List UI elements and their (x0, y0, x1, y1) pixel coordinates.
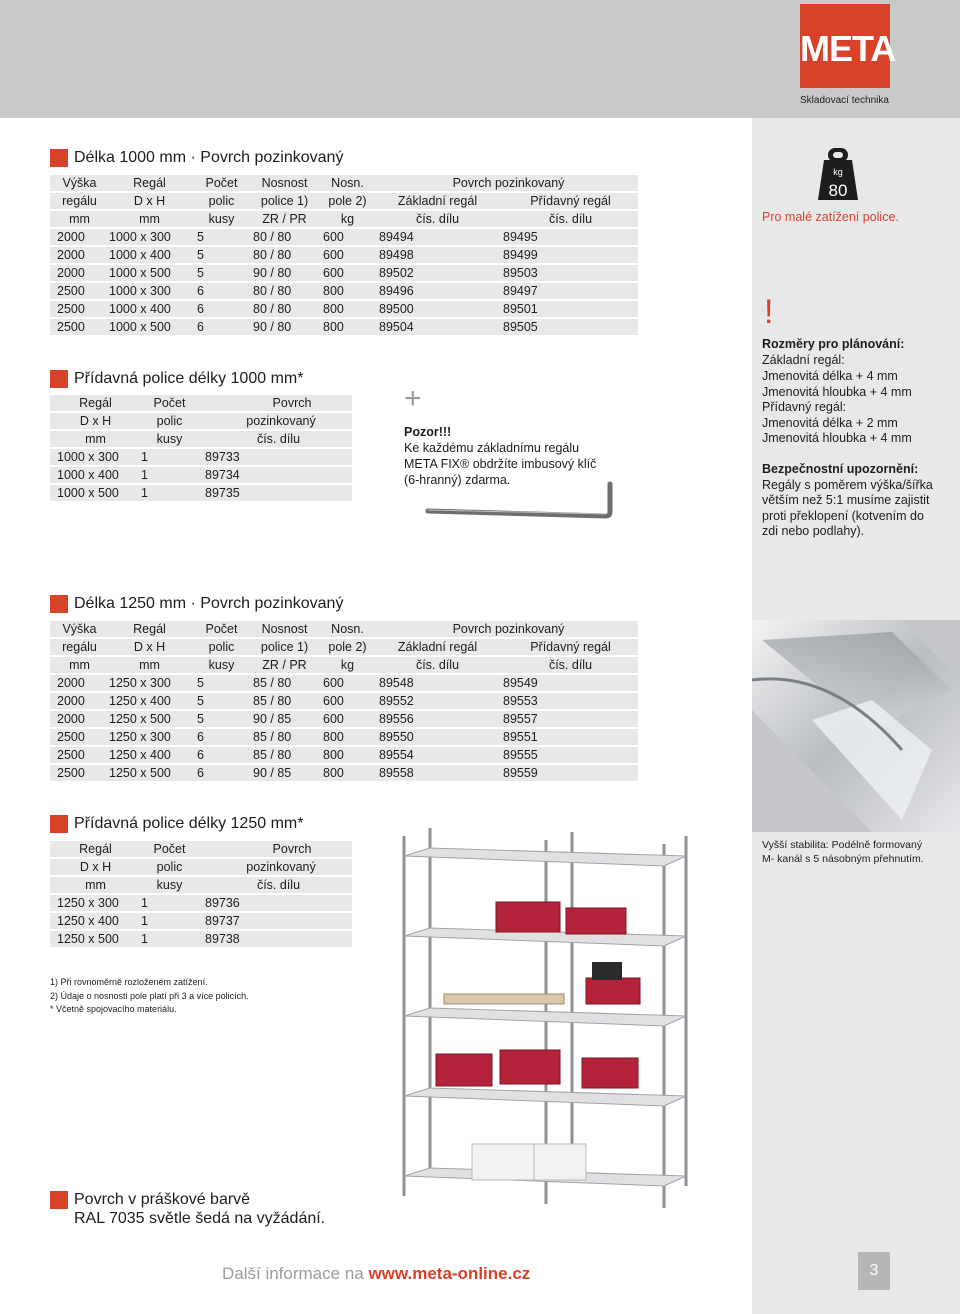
table-cell: 1000 x 400 (102, 301, 190, 317)
header-cell: Počet (134, 841, 198, 857)
section-marker (50, 595, 68, 613)
header-cell: pozinkovaný (198, 859, 352, 875)
table-cell: 1 (134, 895, 198, 911)
plan-line: Jmenovitá délka + 4 mm (762, 369, 898, 383)
section-marker (50, 149, 68, 167)
header-cell: Nosnost (246, 621, 316, 637)
table-cell: 1250 x 300 (102, 675, 190, 691)
header-cell: ZR / PR (246, 657, 316, 673)
table-cell: 85 / 80 (246, 729, 316, 745)
table-cell: 1250 x 500 (102, 711, 190, 727)
table-row (50, 247, 638, 263)
table-cell: 5 (190, 247, 246, 263)
table-cell: 90 / 85 (246, 711, 316, 727)
table-cell: 600 (316, 265, 372, 281)
table-cell: 89497 (496, 283, 638, 299)
table-cell: 600 (316, 693, 372, 709)
table-cell: 2500 (50, 319, 102, 335)
header-cell: Počet (190, 621, 246, 637)
table-cell: 6 (190, 765, 246, 781)
hex-key-image (424, 478, 614, 522)
table-cell: 90 / 80 (246, 265, 316, 281)
header-cell: Povrch pozinkovaný (372, 175, 638, 191)
header-cell: kusy (190, 211, 246, 227)
table-cell: 6 (190, 319, 246, 335)
page-number: 3 (858, 1252, 890, 1290)
table-row (50, 895, 352, 911)
table-cell: 90 / 85 (246, 765, 316, 781)
table-cell: 85 / 80 (246, 693, 316, 709)
header-cell: Základní regál (372, 639, 496, 655)
table-cell: 5 (190, 675, 246, 691)
header-cell: mm (50, 657, 102, 673)
header-cell: kg (316, 657, 372, 673)
table-cell: 6 (190, 747, 246, 763)
plan-line: Jmenovitá délka + 2 mm (762, 416, 898, 430)
table-cell: 800 (316, 319, 372, 335)
table-cell: 1250 x 400 (50, 913, 134, 929)
table-header-row (50, 877, 352, 893)
table-cell: 2000 (50, 693, 102, 709)
table-cell: 800 (316, 283, 372, 299)
table-cell: 1250 x 500 (50, 931, 134, 947)
header-cell: čís. dílu (198, 877, 352, 893)
header-cell: mm (50, 211, 102, 227)
table-cell: 2500 (50, 765, 102, 781)
header-cell: mm (102, 657, 190, 673)
table-cell: 80 / 80 (246, 301, 316, 317)
table-row (50, 485, 352, 501)
header-cell: kusy (190, 657, 246, 673)
header-cell: regálu (50, 639, 102, 655)
table-cell: 80 / 80 (246, 247, 316, 263)
weight-icon (816, 148, 860, 202)
header-cell: Regál (50, 395, 134, 411)
meta-logo (800, 4, 896, 88)
header-cell: mm (50, 877, 134, 893)
table-cell: 5 (190, 229, 246, 245)
table-cell: 89500 (372, 301, 496, 317)
table-cell: 89550 (372, 729, 496, 745)
header-cell: polic (134, 413, 198, 429)
website-link[interactable]: www.meta-online.cz (368, 1264, 531, 1283)
table-cell: 1250 x 300 (50, 895, 134, 911)
section-marker (50, 370, 68, 388)
table-cell: 90 / 80 (246, 319, 316, 335)
table-cell: 89499 (496, 247, 638, 263)
table-cell: 1250 x 500 (102, 765, 190, 781)
table-cell: 2500 (50, 747, 102, 763)
table-cell: 89555 (496, 747, 638, 763)
header-cell: Regál (102, 621, 190, 637)
table-row (50, 301, 638, 317)
header-cell: Výška (50, 175, 102, 191)
table-row (50, 283, 638, 299)
header-cell: regálu (50, 193, 102, 209)
table-cell: 600 (316, 229, 372, 245)
table-cell: 1250 x 300 (102, 729, 190, 745)
table-cell: 2500 (50, 283, 102, 299)
table-cell: 89549 (496, 675, 638, 691)
table-cell: 89552 (372, 693, 496, 709)
table-cell: 5 (190, 265, 246, 281)
table-row (50, 467, 352, 483)
table-cell: 2500 (50, 729, 102, 745)
header-cell: D x H (102, 639, 190, 655)
weight-value: 80 (828, 181, 848, 200)
header-cell: Přídavný regál (496, 193, 638, 209)
table-cell: 89734 (198, 467, 352, 483)
exclamation-icon: ! (764, 293, 774, 331)
table-cell: 89737 (198, 913, 352, 929)
header-cell: mm (102, 211, 190, 227)
table-cell: 5 (190, 711, 246, 727)
extra2-title: Přídavná police délky 1250 mm* (74, 815, 304, 832)
table-cell: 1000 x 300 (102, 283, 190, 299)
table-cell: 1 (134, 913, 198, 929)
table-cell: 89503 (496, 265, 638, 281)
table-cell: 89496 (372, 283, 496, 299)
safety-line: Regály s poměrem výška/šířka (762, 478, 933, 492)
section2-table (50, 619, 638, 783)
pozor-title: Pozor!!! (404, 425, 452, 439)
footnotes (50, 976, 249, 1017)
header-cell: kusy (134, 431, 198, 447)
table-cell: 1000 x 500 (102, 265, 190, 281)
weight-caption: Pro malé zatížení police. (762, 210, 899, 224)
table-cell: 2000 (50, 711, 102, 727)
table-cell: 1250 x 400 (102, 693, 190, 709)
table-cell: 89736 (198, 895, 352, 911)
extra1-table (50, 393, 352, 503)
table-row (50, 229, 638, 245)
logo-subtitle: Skladovací technika (800, 95, 889, 106)
plan-line: Jmenovitá hloubka + 4 mm (762, 431, 912, 445)
shelf-profile-image (752, 620, 960, 832)
header-cell: Nosnost (246, 175, 316, 191)
table-row (50, 693, 638, 709)
table-cell: 1 (134, 449, 198, 465)
table-cell: 6 (190, 729, 246, 745)
table-row (50, 765, 638, 781)
table-row (50, 319, 638, 335)
header-cell: police 1) (246, 193, 316, 209)
table-row (50, 265, 638, 281)
header-cell: ZR / PR (246, 211, 316, 227)
plan-line: Přídavný regál: (762, 400, 847, 414)
header-cell: pozinkovaný (198, 413, 352, 429)
table-cell: 800 (316, 729, 372, 745)
footnote: * Včetně spojovacího materiálu. (50, 1004, 177, 1014)
table-cell: 89553 (496, 693, 638, 709)
plan-line: Jmenovitá hloubka + 4 mm (762, 385, 912, 399)
table-row (50, 913, 352, 929)
table-cell: 89551 (496, 729, 638, 745)
header-cell: čís. dílu (496, 657, 638, 673)
table-row (50, 931, 352, 947)
table-cell: 800 (316, 301, 372, 317)
shelving-unit-image (396, 826, 692, 1210)
table-cell: 800 (316, 747, 372, 763)
header-cell: polic (190, 193, 246, 209)
header-cell: Počet (190, 175, 246, 191)
header-cell: D x H (50, 859, 134, 875)
table-cell: 1000 x 300 (50, 449, 134, 465)
table-header-row (50, 193, 638, 209)
table-cell: 600 (316, 711, 372, 727)
header-cell: čís. dílu (372, 657, 496, 673)
header-cell: mm (50, 431, 134, 447)
plan-title: Rozměry pro plánování: (762, 337, 905, 351)
header-cell: čís. dílu (372, 211, 496, 227)
header-cell: čís. dílu (198, 431, 352, 447)
header-cell: kusy (134, 877, 198, 893)
table-header-row (50, 621, 638, 637)
header-cell: police 1) (246, 639, 316, 655)
table-cell: 89502 (372, 265, 496, 281)
section2-title: Délka 1250 mm · Povrch pozinkovaný (74, 595, 344, 612)
table-cell: 6 (190, 283, 246, 299)
table-cell: 89501 (496, 301, 638, 317)
table-cell: 89558 (372, 765, 496, 781)
table-cell: 2000 (50, 675, 102, 691)
footnote: 2) Údaje o nosnosti pole platí při 3 a více policích. (50, 990, 249, 1001)
header-cell: polic (134, 859, 198, 875)
table-row (50, 449, 352, 465)
table-cell: 1 (134, 467, 198, 483)
table-cell: 600 (316, 675, 372, 691)
table-header-row (50, 841, 352, 857)
plan-line: Základní regál: (762, 353, 845, 367)
pozor-text-2: META FIX® obdržíte imbusový klíč (404, 457, 597, 471)
header-cell: Regál (102, 175, 190, 191)
extra1-title: Přídavná police délky 1000 mm* (74, 370, 304, 387)
table-cell: 89548 (372, 675, 496, 691)
table-cell: 1000 x 400 (102, 247, 190, 263)
table-cell: 800 (316, 765, 372, 781)
table-cell: 1000 x 500 (102, 319, 190, 335)
safety-title: Bezpečnostní upozornění: (762, 462, 919, 476)
table-cell: 89554 (372, 747, 496, 763)
table-cell: 89495 (496, 229, 638, 245)
table-cell: 89735 (198, 485, 352, 501)
header-cell: Výška (50, 621, 102, 637)
table-cell: 2000 (50, 247, 102, 263)
table-cell: 89498 (372, 247, 496, 263)
table-cell: 2000 (50, 265, 102, 281)
table-header-row (50, 859, 352, 875)
table-cell: 89556 (372, 711, 496, 727)
header-cell: Nosn. (316, 175, 372, 191)
header-cell: kg (316, 211, 372, 227)
table-cell: 1000 x 400 (50, 467, 134, 483)
extra2-table (50, 839, 352, 949)
table-cell: 89557 (496, 711, 638, 727)
header-cell: čís. dílu (496, 211, 638, 227)
header-cell: Přídavný regál (496, 639, 638, 655)
table-cell: 89494 (372, 229, 496, 245)
table-header-row (50, 657, 638, 673)
table-header-row (50, 413, 352, 429)
table-cell: 80 / 80 (246, 229, 316, 245)
table-cell: 85 / 80 (246, 747, 316, 763)
table-cell: 89504 (372, 319, 496, 335)
table-cell: 2500 (50, 301, 102, 317)
section1-table (50, 173, 638, 337)
table-cell: 1250 x 400 (102, 747, 190, 763)
header-cell: pole 2) (316, 639, 372, 655)
header-cell: D x H (50, 413, 134, 429)
table-header-row (50, 175, 638, 191)
table-cell: 85 / 80 (246, 675, 316, 691)
table-header-row (50, 431, 352, 447)
header-cell: Povrch (198, 395, 352, 411)
header-cell: Povrch (198, 841, 352, 857)
header-cell: Základní regál (372, 193, 496, 209)
table-cell: 1 (134, 931, 198, 947)
header-cell: Povrch pozinkovaný (372, 621, 638, 637)
table-row (50, 675, 638, 691)
plus-icon: + (404, 382, 422, 415)
table-cell: 89505 (496, 319, 638, 335)
table-header-row (50, 395, 352, 411)
header-cell: pole 2) (316, 193, 372, 209)
table-cell: 80 / 80 (246, 283, 316, 299)
header-cell: Regál (50, 841, 134, 857)
weight-unit: kg (833, 167, 843, 177)
pozor-text-3: (6-hranný) zdarma. (404, 473, 511, 487)
powder-line-1: Povrch v práškové barvě (74, 1191, 251, 1208)
table-row (50, 729, 638, 745)
table-cell: 5 (190, 693, 246, 709)
table-header-row (50, 211, 638, 227)
table-row (50, 747, 638, 763)
header-cell: Nosn. (316, 621, 372, 637)
table-cell: 600 (316, 247, 372, 263)
table-header-row (50, 639, 638, 655)
table-cell: 89738 (198, 931, 352, 947)
logo-text: META (800, 28, 896, 69)
table-cell: 2000 (50, 229, 102, 245)
table-row (50, 711, 638, 727)
section1-title: Délka 1000 mm · Povrch pozinkovaný (74, 149, 344, 166)
table-cell: 89559 (496, 765, 638, 781)
powder-line-2: RAL 7035 světle šedá na vyžádání. (74, 1210, 326, 1227)
safety-line: proti překlopení (kotvením do (762, 509, 924, 523)
section-marker (50, 1191, 68, 1209)
table-cell: 1 (134, 485, 198, 501)
table-cell: 89733 (198, 449, 352, 465)
header-cell: polic (190, 639, 246, 655)
safety-line: větším než 5:1 musíme zajistit (762, 493, 930, 507)
footnote: 1) Při rovnoměrně rozloženém zatížení. (50, 977, 208, 987)
stability-line: Vyšší stabilita: Podélně formovaný (762, 839, 923, 851)
pozor-text-1: Ke každému základnímu regálu (404, 441, 580, 455)
safety-line: zdi nebo podlahy). (762, 524, 865, 538)
stability-line: M- kanál s 5 násobným přehnutím. (762, 853, 924, 865)
table-cell: 1000 x 300 (102, 229, 190, 245)
section-marker (50, 815, 68, 833)
footer-label: Další informace na (222, 1264, 369, 1283)
table-cell: 6 (190, 301, 246, 317)
header-cell: D x H (102, 193, 190, 209)
footer-info (222, 1264, 530, 1284)
table-cell: 1000 x 500 (50, 485, 134, 501)
header-cell: Počet (134, 395, 198, 411)
